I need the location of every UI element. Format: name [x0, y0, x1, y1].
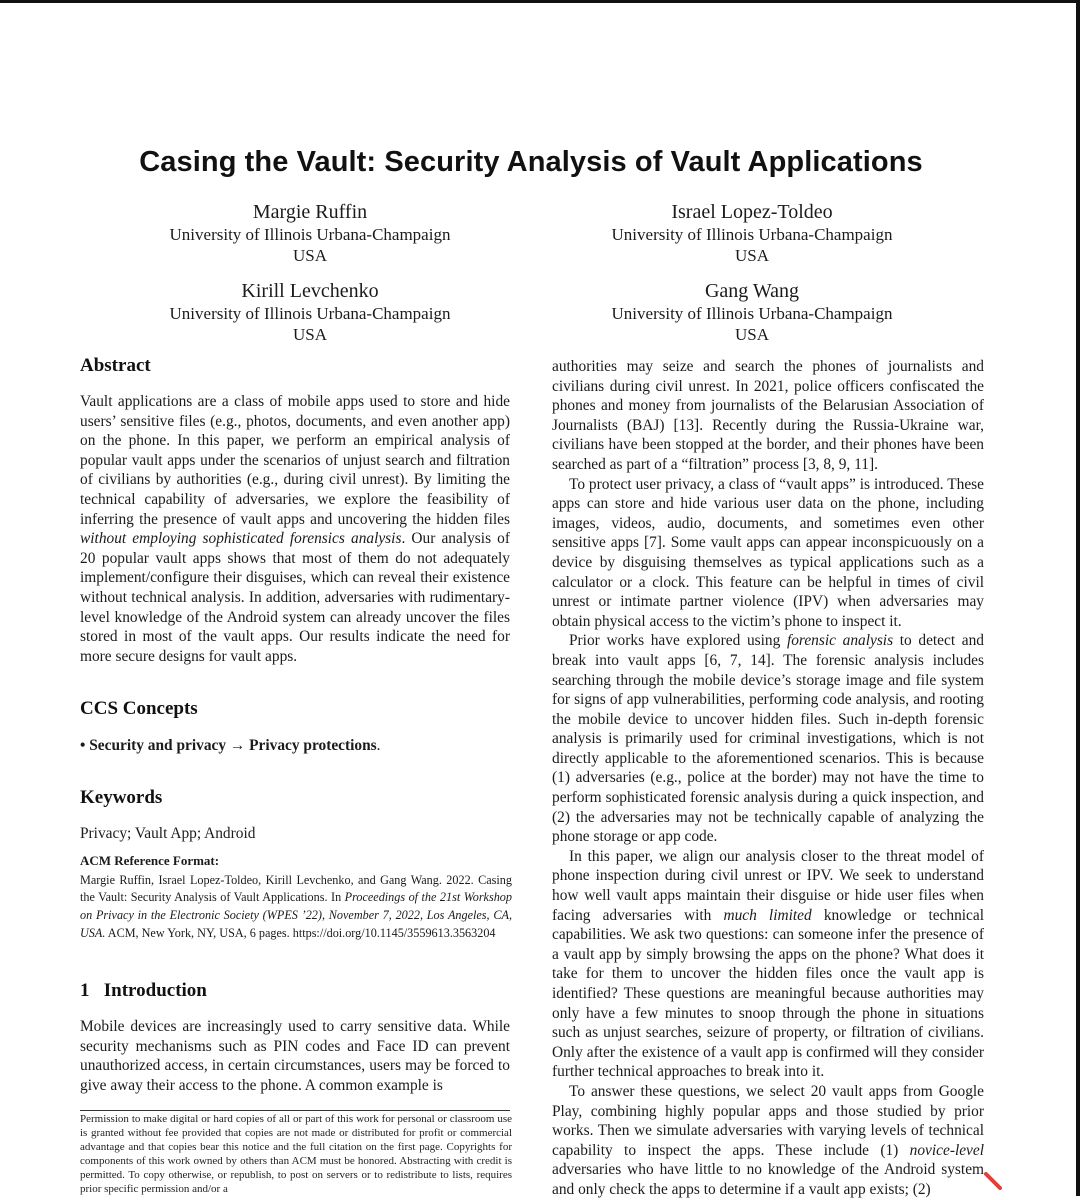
paragraph: authorities may seize and search the phones of journalists and civilians during civil unrest. In 2021, police officers confiscated the phones and money from journalists of the Belarusian Association of Journalists (BAJ) [13]. Recently during the Russia-Ukraine war, civilians have been stopped at the border, and their phones have been searched as part of a “filtration” process [3, 8, 9, 11]. [552, 358, 984, 473]
author-name: Kirill Levchenko [241, 280, 379, 302]
keywords-heading: Keywords [80, 787, 163, 808]
acm-reference: ACM Reference Format: Margie Ruffin, Israel Lopez-Toldeo, Kirill Levchenko, and Gang Wang. 2022. Casing the Vault: Security Analysis of Vault Applications. In Proceedings of the 21st Workshop on Privacy in the Electronic Society (WPES ’22), November 7, 2022, Los Angeles, CA, USA. ACM, New York, NY, USA, 6 pages. https://doi.org/10.1145/3559613.3563204 [80, 853, 512, 940]
paper-title: Casing the Vault: Security Analysis of Vault Applications [139, 146, 923, 178]
author-name: Gang Wang [704, 280, 800, 302]
author-block-3 [130, 279, 490, 345]
author-name: Margie Ruffin [252, 201, 368, 223]
right-border [1076, 0, 1080, 1196]
paragraph: Prior works have explored using forensic analysis to detect and break into vault apps [6, 7, 14]. The forensic analysis includes searching through the mobile device’s storage image and file system for signs of app vulnerabilities, performing code analysis, and rooting the mobile device to uncover hidden files. Such in-depth forensic analysis is primarily used for criminal investigations, which is not directly applicable to the aforementioned scenarios. This is because (1) adversaries (e.g., police at the border) may not have the time to perform sophisticated forensic analysis during a quick inspection, and (2) the adversaries may not be technically capable of analyzing the phone storage or app code. [552, 632, 984, 846]
intro-text: Mobile devices are increasingly used to carry sensitive data. While security mechanisms such as PIN codes and Face ID can prevent unauthorized access, in certain circumstances, users may be forced to give away their access to the phone. A common example is [80, 1018, 510, 1094]
ccs-concepts: • Security and privacy → Privacy protections. [80, 737, 381, 754]
paragraph: In this paper, we align our analysis closer to the threat model of phone inspection during civil unrest or IPV. We seek to understand how well vault apps maintain their disguise or hide user files when facing adversaries with much limited knowledge or technical capabilities. We ask two questions: can someone infer the presence of a vault app by simply browsing the apps on the phone? What does it take for them to uncover the hidden files once the vault app is identified? These questions are meaningful because authorities may only have a few minutes to snoop through the phone in situations such as unjust searches, seizure of property, or filtration of civilians. Only after the existence of a vault app is confirmed will they consider further technical approaches to break into it. [552, 847, 984, 1081]
author-affiliation: University of Illinois Urbana-Champaign [611, 304, 893, 323]
author-block-2 [572, 200, 932, 266]
author-affiliation: University of Illinois Urbana-Champaign [169, 225, 451, 244]
abstract-heading: Abstract [80, 355, 151, 376]
intro-heading: 1 Introduction [80, 980, 207, 1001]
right-column-text [552, 357, 984, 1200]
top-border [0, 0, 1080, 3]
author-block-1 [130, 200, 490, 266]
author-block-4 [572, 279, 932, 345]
permission-footnote: Permission to make digital or hard copies of all or part of this work for personal or classroom use is granted without fee provided that copies are not made or distributed for profit or commercial advantage and that copies bear this notice and the full citation on the first page. Copyrights for components of this work owned by others than ACM must be honored. Abstracting with credit is permitted. To copy otherwise, or republish, to post on servers or to redistribute to lists, requires prior specific permission and/or a [80, 1113, 512, 1195]
paragraph: To protect user privacy, a class of “vault apps” is introduced. These apps can store and hide various user data on the phone, including images, videos, audio, documents, and sometimes even other sensitive apps [7]. Some vault apps can appear inconspicuously on a device by disguising themselves as typical applications such as a calculator or a clock. This feature can be helpful in times of civil unrest or intimate partner violence (IPV) when adversaries may obtain physical access to the victim’s phone to inspect it. [552, 475, 984, 630]
paragraph: To answer these questions, we select 20 vault apps from Google Play, combining highly popular apps and those studied by prior works. Then we simulate adversaries with varying levels of technical capability to inspect the apps. These include (1) novice-level adversaries who have little to no knowledge of the Android system and only check the apps to determine if a vault app exists; (2) [552, 1082, 984, 1198]
author-country: USA [734, 246, 769, 265]
author-country: USA [734, 325, 769, 344]
keywords-text: Privacy; Vault App; Android [80, 825, 256, 842]
footnote-rule [80, 1110, 510, 1111]
author-country: USA [292, 246, 327, 265]
red-pen-mark-icon [984, 1172, 1002, 1190]
author-country: USA [292, 325, 327, 344]
acm-reference-heading: ACM Reference Format: [80, 853, 220, 868]
author-affiliation: University of Illinois Urbana-Champaign [169, 304, 451, 323]
author-name: Israel Lopez-Toldeo [671, 201, 833, 223]
abstract-text: Vault applications are a class of mobile apps used to store and hide users’ sensitive files (e.g., photos, documents, and even another app) on the phone. In this paper, we perform an empirical analysis of popular vault apps under the scenarios of unjust search and filtration of civilians by authorities (e.g., during civil unrest). By limiting the technical capability of adversaries, we explore the feasibility of inferring the presence of vault apps and uncovering the hidden files without employing sophisticated forensics analysis. Our analysis of 20 popular vault apps shows that most of them do not adequately implement/configure their disguises, which can reveal their existence without technical analysis. In addition, adversaries with rudimentary-level knowledge of the Android system can already uncover the files stored in most of the vault apps. Our results indicate the need for more secure designs for vault apps. [80, 393, 511, 665]
ccs-heading: CCS Concepts [80, 698, 198, 719]
author-affiliation: University of Illinois Urbana-Champaign [611, 225, 893, 244]
